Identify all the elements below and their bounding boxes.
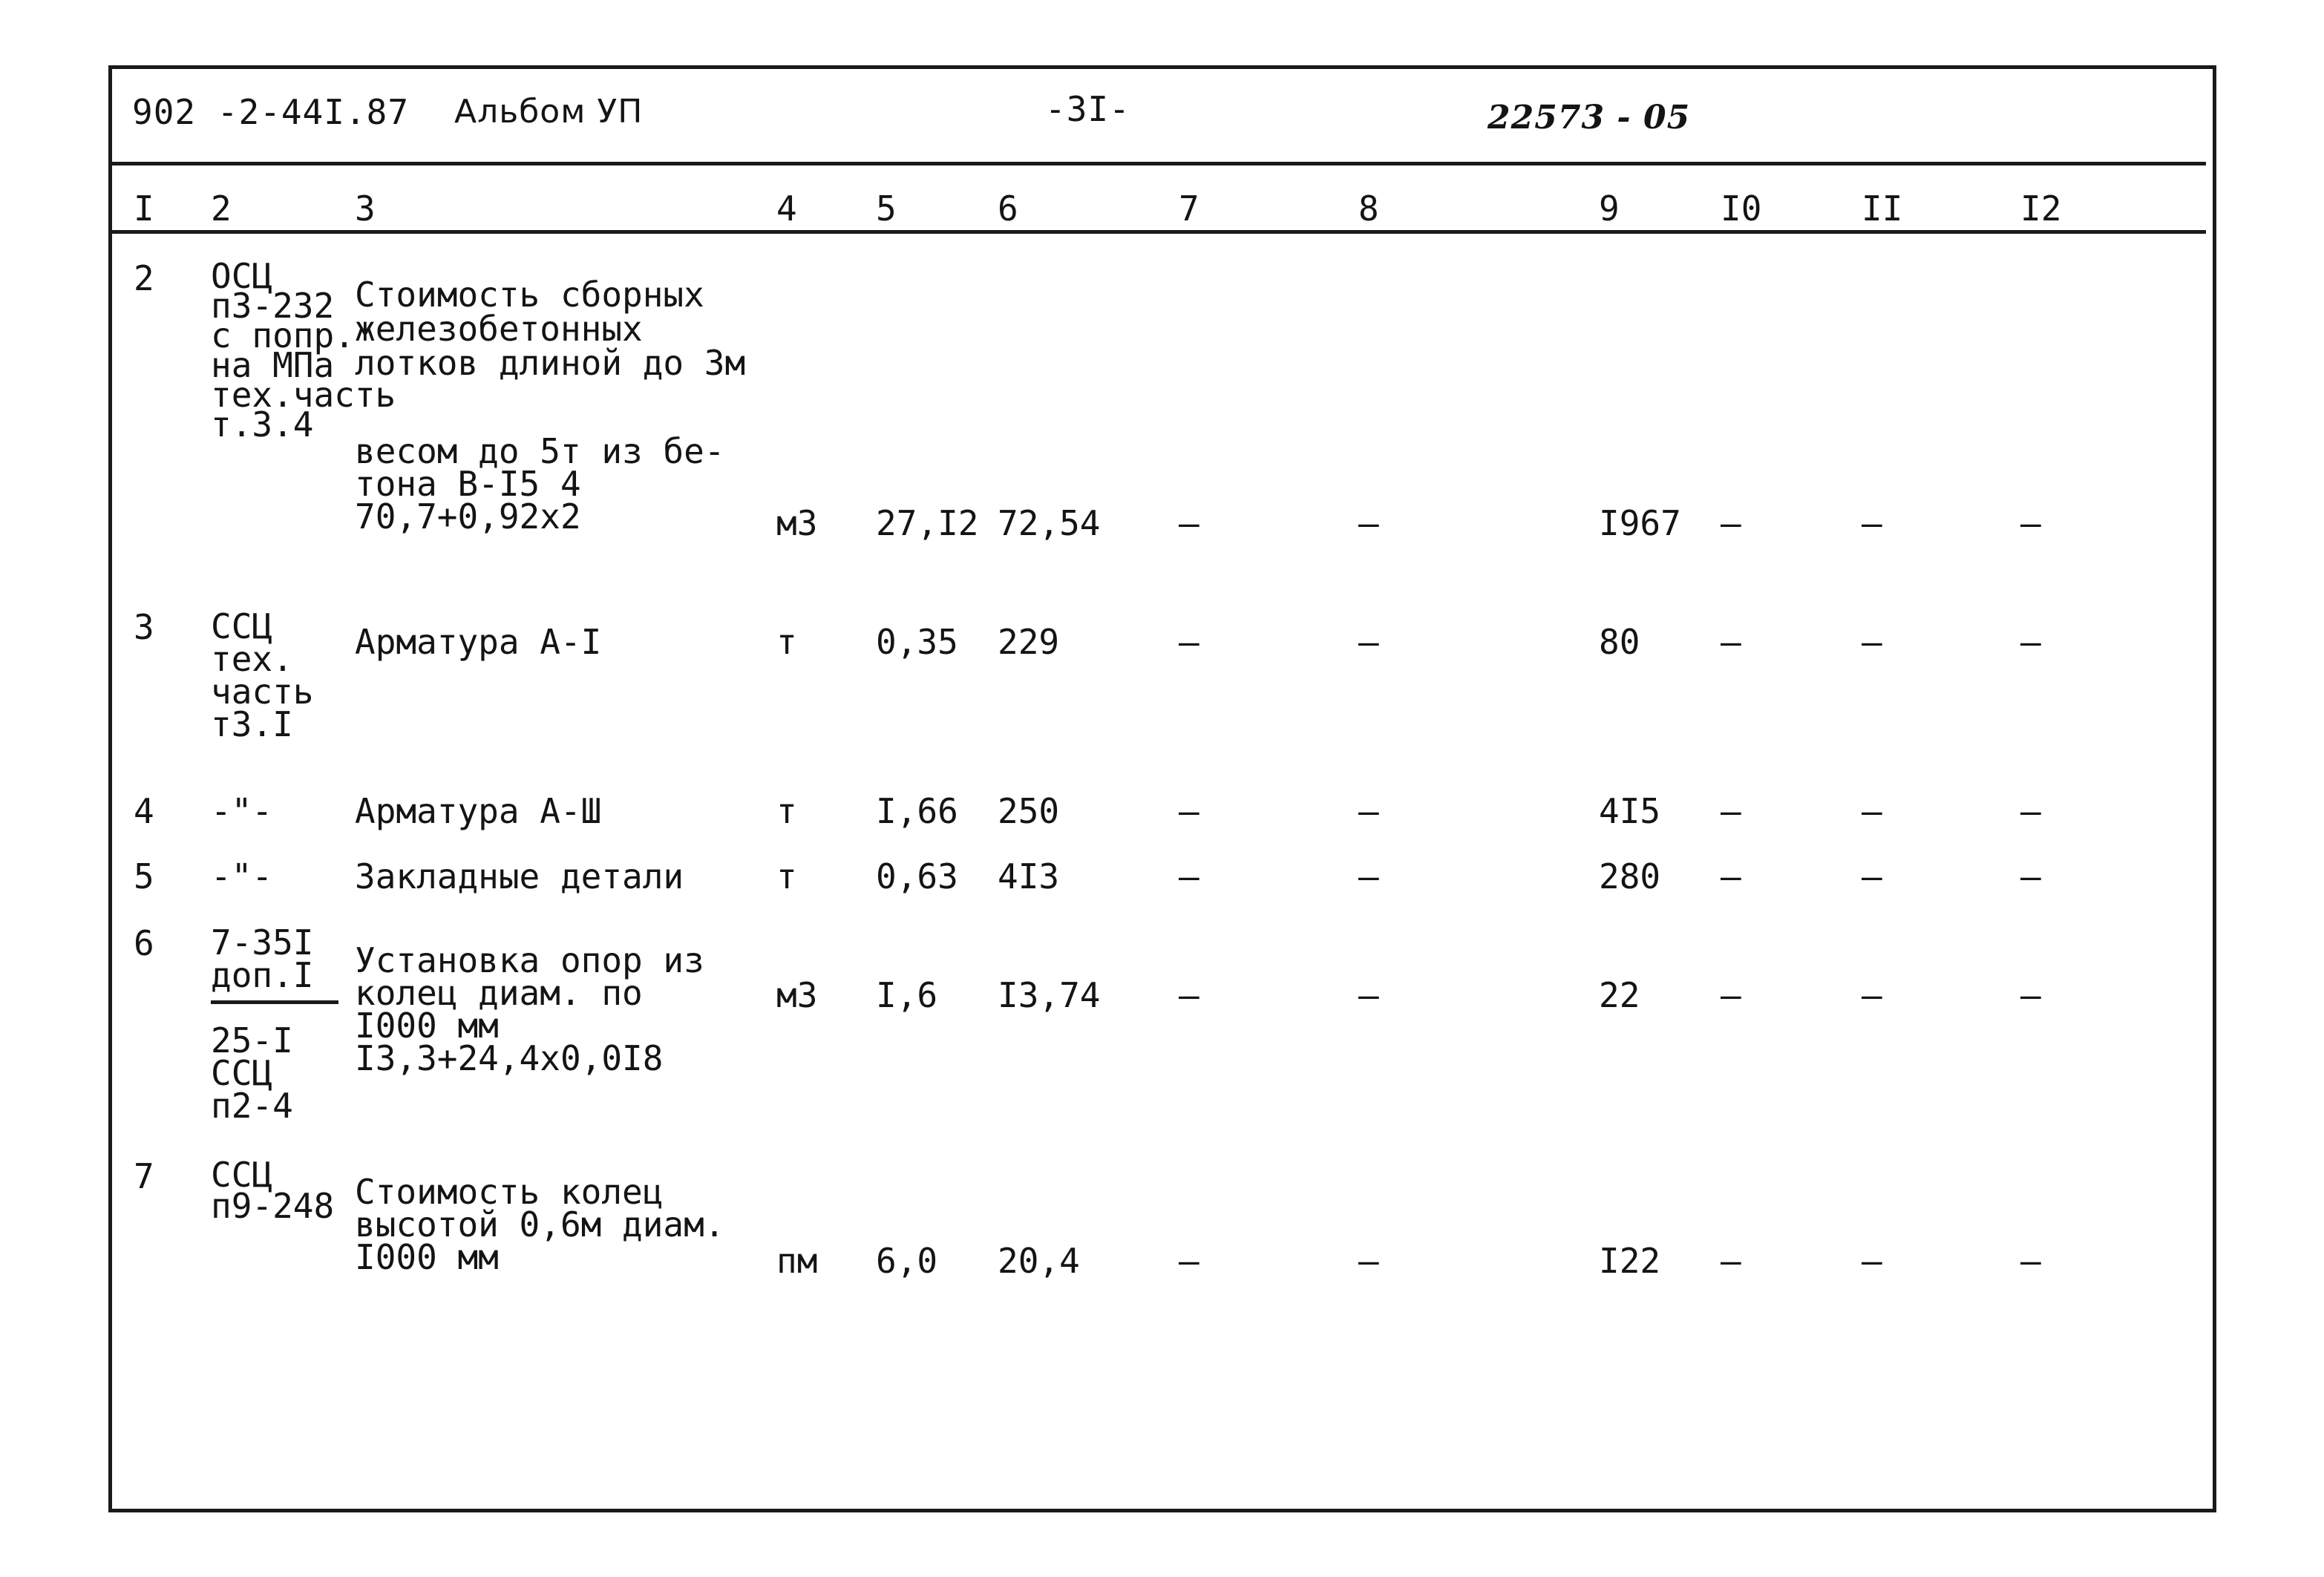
rate-reference: -"-	[211, 856, 273, 896]
work-description: Установка опор из колец диам. по I000 мм I3,3+24,4x0,0I8	[355, 940, 704, 1078]
total-cell: 80	[1599, 622, 1640, 662]
column-header: II	[1862, 188, 1903, 229]
work-description: Стоимость колец высотой 0,6м диам. I000 мм	[355, 1172, 725, 1277]
col8-cell: –	[1358, 791, 1379, 831]
fraction-divider	[211, 1000, 338, 1004]
column-header: 3	[355, 188, 376, 229]
rate-reference: ССЦ п9-248	[211, 1155, 335, 1226]
work-description: Арматура А-I	[355, 622, 602, 662]
column-header: I	[134, 188, 154, 229]
header-rule	[108, 162, 2206, 165]
col12-cell: –	[2020, 975, 2041, 1015]
col12-cell: –	[2020, 1241, 2041, 1281]
column-header: I2	[2020, 188, 2062, 229]
col8-cell: –	[1358, 503, 1379, 543]
total-cell: I22	[1599, 1241, 1661, 1281]
col7-cell: –	[1179, 975, 1199, 1015]
column-header: 8	[1358, 188, 1379, 229]
price-cell: I3,74	[998, 975, 1101, 1015]
col11-cell: –	[1862, 856, 1882, 896]
col12-cell: –	[2020, 622, 2041, 662]
col10-cell: –	[1721, 856, 1741, 896]
rate-reference: 7-35I доп.I	[211, 922, 314, 995]
col7-cell: –	[1179, 791, 1199, 831]
col12-cell: –	[2020, 856, 2041, 896]
col8-cell: –	[1358, 1241, 1379, 1281]
quantity-cell: 0,63	[876, 856, 958, 896]
col11-cell: –	[1862, 975, 1882, 1015]
col8-cell: –	[1358, 856, 1379, 896]
album-label: Альбом УП	[454, 93, 644, 131]
col10-cell: –	[1721, 622, 1741, 662]
total-cell: 280	[1599, 856, 1661, 896]
rate-reference: ССЦ тех. часть т3.I	[211, 606, 314, 744]
column-header: 4	[776, 188, 797, 229]
col11-cell: –	[1862, 622, 1882, 662]
unit-cell: т	[776, 856, 797, 896]
rate-reference-secondary: 25-I ССЦ п2-4	[211, 1020, 293, 1126]
column-header: 2	[211, 188, 232, 229]
column-header: 7	[1179, 188, 1199, 229]
unit-cell: пм	[776, 1241, 818, 1281]
col7-cell: –	[1179, 503, 1199, 543]
column-header: 9	[1599, 188, 1620, 229]
page-number: -3I-	[1045, 89, 1130, 129]
col10-cell: –	[1721, 503, 1741, 543]
total-cell: I967	[1599, 503, 1681, 543]
doc-code: 902 -2-44I.87	[132, 92, 410, 132]
column-header: I0	[1721, 188, 1762, 229]
col8-cell: –	[1358, 622, 1379, 662]
quantity-cell: 6,0	[876, 1241, 938, 1281]
column-header: 5	[876, 188, 897, 229]
col12-cell: –	[2020, 791, 2041, 831]
quantity-cell: I,6	[876, 975, 938, 1015]
row-number: 7	[134, 1156, 154, 1196]
price-cell: 229	[998, 622, 1060, 662]
row-number: 4	[134, 791, 154, 831]
price-cell: 20,4	[998, 1241, 1080, 1281]
rate-reference: -"-	[211, 791, 273, 831]
price-cell: 4I3	[998, 856, 1060, 896]
row-number: 2	[134, 258, 154, 298]
work-description: Арматура А-Ш	[355, 791, 602, 831]
row-number: 5	[134, 856, 154, 896]
col7-cell: –	[1179, 856, 1199, 896]
col11-cell: –	[1862, 1241, 1882, 1281]
col11-cell: –	[1862, 503, 1882, 543]
col7-cell: –	[1179, 1241, 1199, 1281]
column-header: 6	[998, 188, 1018, 229]
col10-cell: –	[1721, 975, 1741, 1015]
unit-cell: т	[776, 622, 797, 662]
col7-cell: –	[1179, 622, 1199, 662]
work-description-cont: весом до 5т из бе- тона В-I5 4 70,7+0,92x2	[355, 431, 725, 537]
rate-reference: ОСЦ п3-232 с попр. на МПа тех.часть т.3.4	[211, 256, 396, 445]
total-cell: 4I5	[1599, 791, 1661, 831]
row-number: 3	[134, 607, 154, 647]
work-description: Закладные детали	[355, 856, 684, 896]
total-cell: 22	[1599, 975, 1640, 1015]
col11-cell: –	[1862, 791, 1882, 831]
price-cell: 250	[998, 791, 1060, 831]
quantity-cell: 0,35	[876, 622, 958, 662]
row-number: 6	[134, 923, 154, 963]
col10-cell: –	[1721, 1241, 1741, 1281]
col8-cell: –	[1358, 975, 1379, 1015]
col12-cell: –	[2020, 503, 2041, 543]
unit-cell: м3	[776, 503, 818, 543]
work-description: Стоимость сборных железобетонных лотков длиной до 3м	[355, 275, 746, 383]
column-header-rule	[108, 230, 2206, 234]
price-cell: 72,54	[998, 503, 1101, 543]
archive-stamp: 22573 - 05	[1487, 99, 1691, 137]
unit-cell: т	[776, 791, 797, 831]
unit-cell: м3	[776, 975, 818, 1015]
col10-cell: –	[1721, 791, 1741, 831]
quantity-cell: I,66	[876, 791, 958, 831]
quantity-cell: 27,I2	[876, 503, 979, 543]
